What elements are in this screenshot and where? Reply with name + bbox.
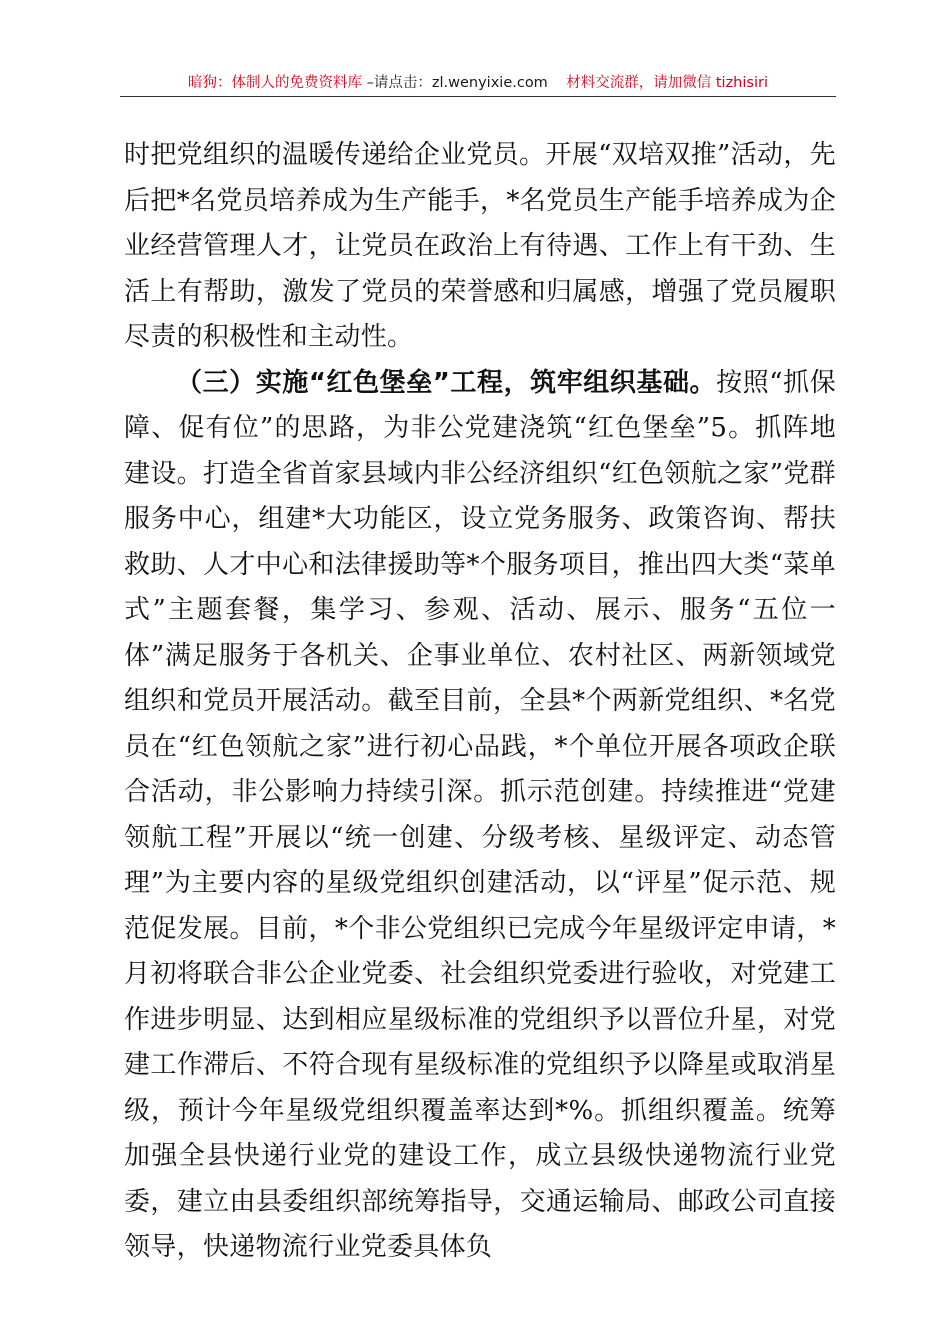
header-dash-text: –请点击： [362,75,432,91]
paragraph-2 [124,361,836,1271]
header-brand: 暗狗：体制人的免费资料库 [188,75,363,91]
header-divider [120,96,836,97]
paragraph-2-text: 按照“抓保障、促有位”的思路，为非公党建浇筑“红色堡垒”5。抓阵地建设。打造全省首家县域内非公经济组织“红色领航之家”党群服务中心，组建*大功能区，设立党务服务、政策咨询、帮扶救助、人才中心和法律援助等*个服务项目，推出四大类“菜单式”主题套餐，集学习、参观、活动、展示、服务“五位一体”满足服务于各机关、企事业单位、农村社区、两新领域党组织和党员开展活动。截至目前，全县*个两新党组织、*名党员在“红色领航之家”进行初心品践，*个单位开展各项政企联合活动，非公影响力持续引深。抓示范创建。持续推进“党建领航工程”开展以“统一创建、分级考核、星级评定、动态管理”为主要内容的星级党组织创建活动，以“评星”促示范、规范促发展。目前，*个非公党组织已完成今年星级评定申请，*月初将联合非公企业党委、社会组织党委进行验收，对党建工作进步明显、达到相应星级标准的党组织予以晋位升星，对党建工作滞后、不符合现有星级标准的党组织予以降星或取消星级，预计今年星级党组织覆盖率达到*%。抓组织覆盖。统筹加强全县快递行业党的建设工作，成立县级快递物流行业党委，建立由县委组织部统筹指导，交通运输局、邮政公司直接领导，快递物流行业党委具体负 [124,367,836,1262]
section-heading: （三）实施“红色堡垒”工程，筑牢组织基础。 [176,367,717,398]
page-header [120,70,836,96]
header-group-text: 材料交流群，请加微信 tizhisiri [566,75,768,91]
document-body [124,133,836,1271]
paragraph-1: 时把党组织的温暖传递给企业党员。开展“双培双推”活动，先后把*名党员培养成为生产能手，*名党员生产能手培养成为企业经营管理人才，让党员在政治上有待遇、工作上有干劲、生活上有帮助，激发了党员的荣誉感和归属感，增强了党员履职尽责的积极性和主动性。 [124,140,836,352]
header-link[interactable]: zl.wenyixie.com [431,75,548,91]
